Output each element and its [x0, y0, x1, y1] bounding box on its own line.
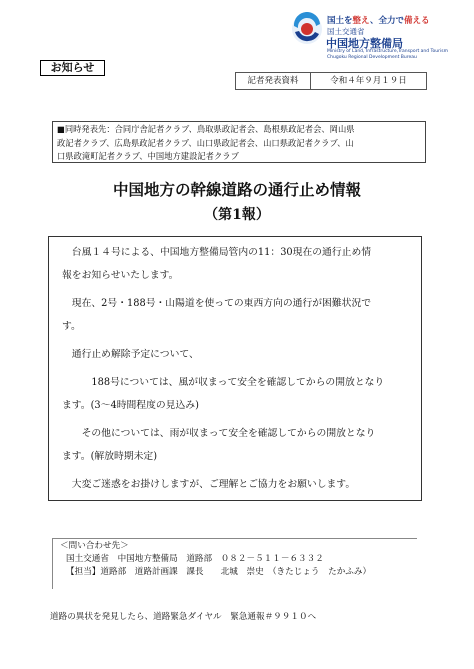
contact-heading: ＜問い合わせ先＞ [60, 541, 129, 551]
logo-slogan: 国土を整え、全力で備える [327, 16, 430, 26]
bureau-name: 中国地方整備局 [326, 37, 403, 50]
document-subtitle: （第1報） [204, 207, 270, 223]
contact-line: 【担当】道路部 道路計画課 課長 北城 崇史 （きたじょう たかふみ） [66, 567, 372, 577]
body-line: す。 [62, 321, 81, 332]
contact-info [60, 540, 371, 579]
body-line: その他については、雨が収まって安全を確認してからの開放となり [81, 428, 376, 439]
release-date: 令和４年９月１９日 [330, 76, 407, 86]
release-type: 記者発表資料 [236, 73, 311, 89]
body-line: 通行止め解除予定について、 [71, 349, 199, 360]
road-emergency-note: 道路の異状を発見したら、道路緊急ダイヤル 緊急通報＃９９１０へ [50, 612, 317, 622]
press-clubs-line: 政記者クラブ、広島県政記者クラブ、山口県政記者会、山口県政記者クラブ、山 [57, 137, 354, 148]
body-line: 188号については、風が収まって安全を確認してからの開放となり [91, 377, 385, 388]
contact-line: 国土交通省 中国地方整備局 道路部 ０８２－５１１－６３３２ [66, 554, 324, 564]
body-line: 台風１４号による、中国地方整備局管内の11：30現在の通行止め情 [71, 247, 372, 258]
ministry-logo-icon [290, 12, 324, 46]
release-info-table [235, 72, 427, 90]
body-line: ます。(3～4時間程度の見込み) [62, 400, 199, 411]
body-line: 現在、2号・188号・山陽道を使っての東西方向の通行が困難状況で [71, 298, 372, 309]
ministry-name: 国土交通省 [327, 27, 365, 36]
body-line: 報をお知らせいたします。 [62, 270, 179, 281]
press-clubs-box [52, 121, 426, 163]
document-title: 中国地方の幹線道路の通行止め情報 [112, 180, 361, 199]
body-line: 大変ご迷惑をお掛けしますが、ご理解とご協力をお願いします。 [71, 479, 356, 490]
press-clubs-line: 口県政滝町記者クラブ、中国地方建設記者クラブ [57, 151, 239, 161]
body-line: ます。(解放時期未定) [62, 451, 158, 462]
notice-label: お知らせ [40, 60, 105, 76]
bureau-english-name: Ministry of Land, Infrastructure,Transport and Tourism Chugoku Regional Development Bureau [327, 49, 448, 60]
main-content-box [48, 236, 422, 501]
press-clubs-line: ■同時発表先：合同庁舎記者クラブ、鳥取県政記者会、島根県政記者会、岡山県 [57, 124, 355, 134]
